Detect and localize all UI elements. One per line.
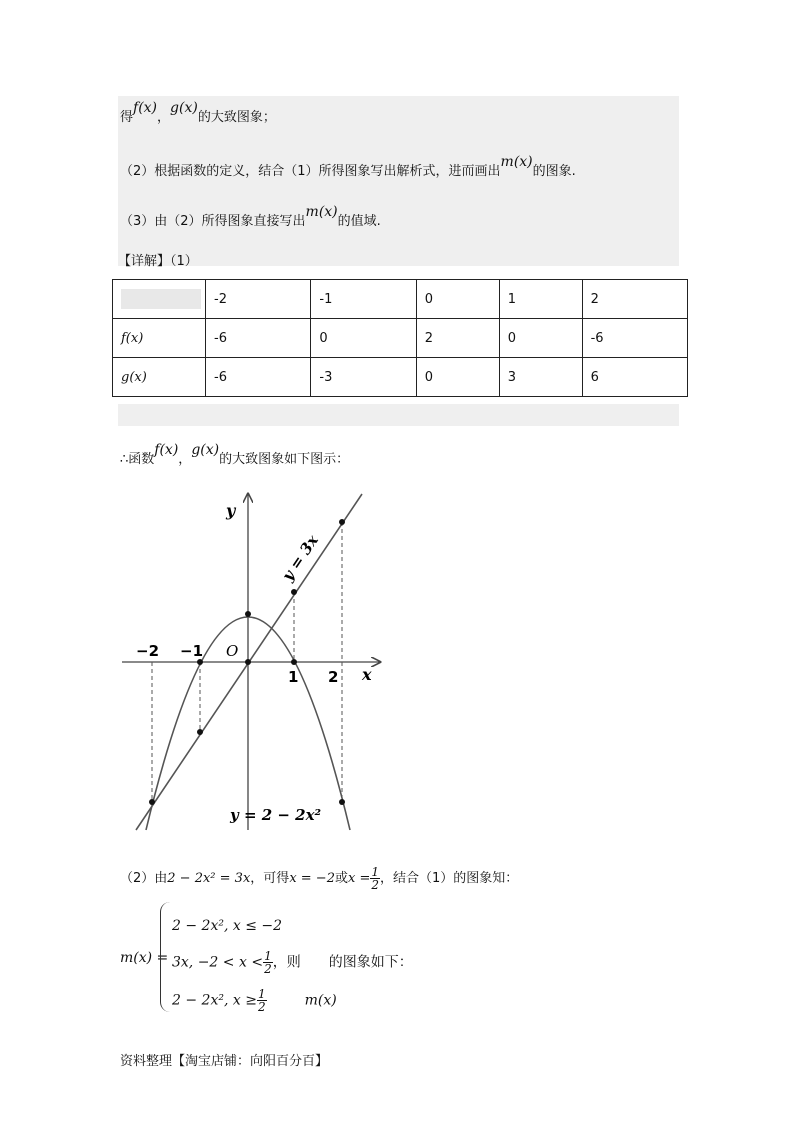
numerator: 1 bbox=[371, 865, 379, 879]
piecewise-case-2 bbox=[172, 950, 413, 975]
graph-caption bbox=[120, 442, 350, 467]
table-cell: 6 bbox=[582, 358, 687, 397]
table-cell bbox=[113, 280, 206, 319]
tick-label: −2 bbox=[136, 642, 160, 660]
table-cell: -2 bbox=[206, 280, 311, 319]
text: ， bbox=[178, 452, 192, 467]
tick-label: −1 bbox=[180, 642, 204, 660]
footer-note: 资料整理【淘宝店铺：向阳百分百】 bbox=[120, 1054, 329, 1069]
x-axis-label: x bbox=[362, 665, 372, 684]
text: （2）根据函数的定义，结合（1）所得图象写出解析式，进而画出 bbox=[120, 164, 501, 179]
text: 的图象如下： bbox=[328, 954, 413, 971]
g-label: g(x) bbox=[191, 442, 220, 458]
table-cell: -6 bbox=[582, 319, 687, 358]
piecewise-case-1: 2 − 2x², x ≤ −2 bbox=[172, 918, 283, 934]
text: ，则 bbox=[272, 954, 301, 971]
table-cell: 2 bbox=[582, 280, 687, 319]
piecewise-lhs: m(x) = bbox=[120, 950, 169, 966]
m-label: m(x) bbox=[500, 154, 533, 170]
parabola-equation-label: y = 2 − 2x² bbox=[230, 806, 322, 824]
table-row bbox=[113, 319, 688, 358]
part2-line bbox=[120, 866, 518, 891]
text: ∴函数 bbox=[120, 452, 155, 467]
table-cell: 0 bbox=[416, 358, 499, 397]
table-cell: f(x) bbox=[113, 319, 206, 358]
f-label: f(x) bbox=[133, 100, 158, 116]
header-placeholder bbox=[121, 289, 201, 309]
text: 得 bbox=[120, 110, 134, 125]
m-label: m(x) bbox=[305, 204, 338, 220]
solution-1: x = −2 bbox=[289, 871, 335, 886]
fraction bbox=[257, 988, 267, 1013]
table-row bbox=[113, 280, 688, 319]
intro-line-3 bbox=[120, 204, 381, 229]
text: ，可得 bbox=[250, 871, 290, 886]
table-cell: 2 bbox=[416, 319, 499, 358]
text: ，结合（1）的图象知： bbox=[379, 871, 519, 886]
text: （3）由（2）所得图象直接写出 bbox=[120, 214, 306, 229]
intro-line-2 bbox=[120, 154, 576, 179]
table-cell: -6 bbox=[206, 358, 311, 397]
table-cell: 0 bbox=[416, 280, 499, 319]
table-cell: -6 bbox=[206, 319, 311, 358]
value-table bbox=[112, 279, 688, 397]
fraction bbox=[263, 950, 273, 975]
text: 的大致图象如下图示： bbox=[219, 452, 350, 467]
solution-2: x = bbox=[347, 871, 371, 886]
text: 的值域. bbox=[337, 214, 381, 229]
text: 的图象. bbox=[532, 164, 576, 179]
intro-line-1 bbox=[120, 100, 276, 125]
g-label: g(x) bbox=[170, 100, 198, 116]
text: 或 bbox=[334, 871, 348, 886]
y-axis-label: y bbox=[226, 501, 236, 520]
piecewise-case-3 bbox=[172, 988, 337, 1013]
highlight-block-bottom bbox=[118, 404, 679, 426]
text: （2）由 bbox=[120, 871, 168, 886]
table-cell: g(x) bbox=[113, 358, 206, 397]
text: 2 − 2x², x ≥ bbox=[172, 992, 257, 1009]
fraction bbox=[370, 866, 380, 891]
tick-label: 1 bbox=[288, 668, 299, 686]
table-cell: -3 bbox=[311, 358, 416, 397]
f-label: f(x) bbox=[154, 442, 179, 458]
tick-label: 2 bbox=[328, 668, 339, 686]
equation: 2 − 2x² = 3x bbox=[167, 871, 251, 886]
origin-label: O bbox=[226, 642, 239, 660]
table-row bbox=[113, 358, 688, 397]
table-cell: 1 bbox=[499, 280, 582, 319]
text: 3x, −2 < x < bbox=[172, 954, 264, 971]
denominator: 2 bbox=[257, 1000, 266, 1014]
function-graph bbox=[118, 484, 398, 834]
table-cell: -1 bbox=[311, 280, 416, 319]
text: ， bbox=[157, 110, 171, 125]
line-equation-label: y = 3x bbox=[278, 531, 322, 585]
numerator: 1 bbox=[257, 987, 266, 1001]
detail-heading: 【详解】（1） bbox=[118, 254, 198, 269]
denominator: 2 bbox=[264, 962, 272, 976]
table-cell: 3 bbox=[499, 358, 582, 397]
denominator: 2 bbox=[371, 878, 379, 892]
table-cell: 0 bbox=[311, 319, 416, 358]
text: 的大致图象； bbox=[197, 110, 276, 125]
table-cell: 0 bbox=[499, 319, 582, 358]
m-label: m(x) bbox=[304, 992, 337, 1009]
numerator: 1 bbox=[264, 949, 272, 963]
